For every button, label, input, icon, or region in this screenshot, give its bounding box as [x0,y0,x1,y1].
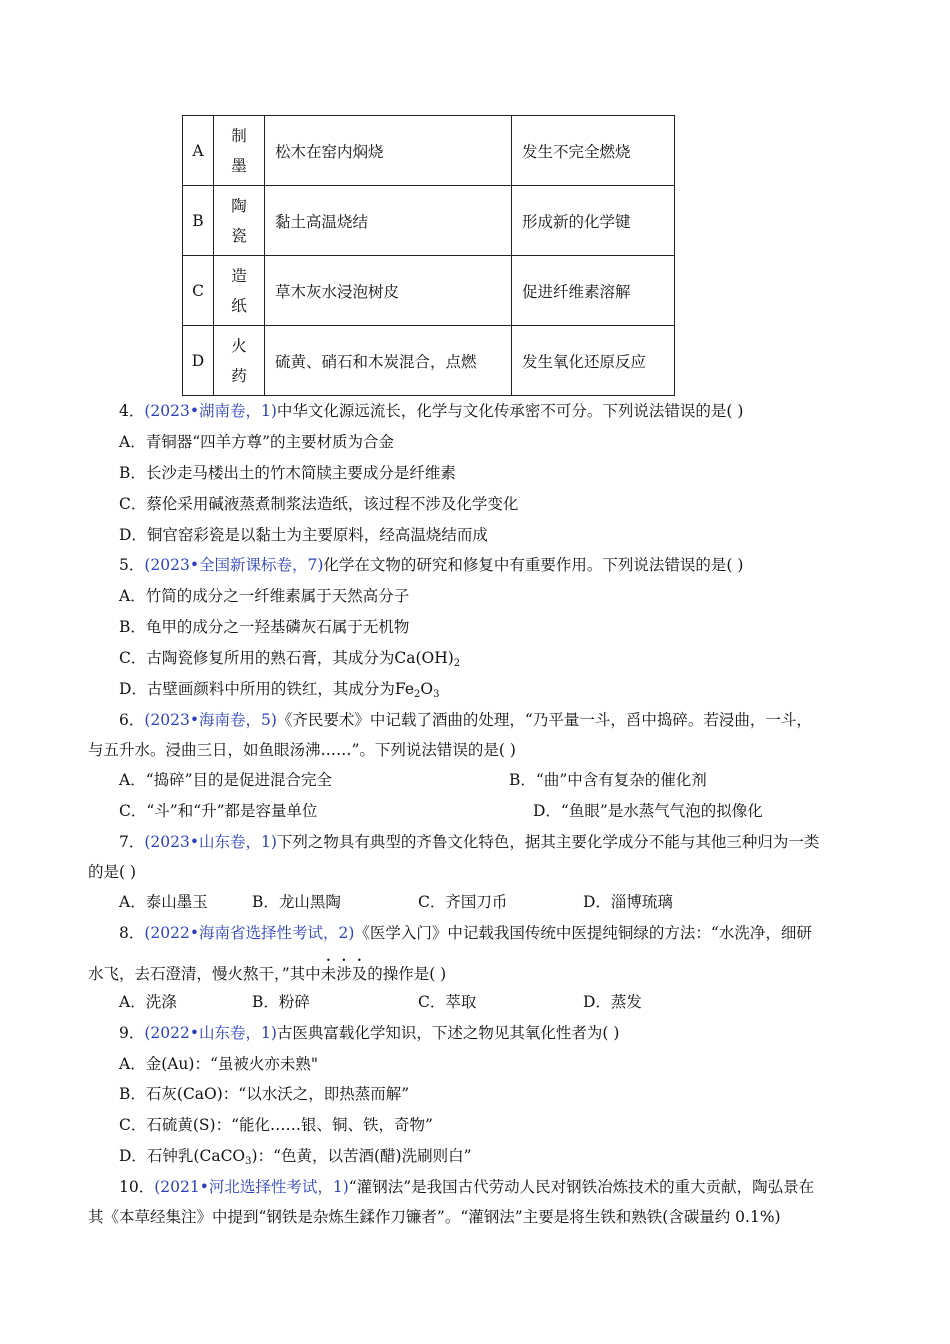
question-source: (2023•全国新课标卷，7) [144,556,324,574]
emphasis-text: 未涉及 [320,965,368,983]
table-cell-letter: A [183,116,214,186]
question-9-stem: 9．(2022•山东卷，1)古医典富载化学知识，下述之物见其氧化性者为( ) [119,1024,620,1042]
question-8-option-b: B．粉碎 [252,993,310,1011]
question-8-option-d: D．蒸发 [583,993,642,1011]
question-6-option-b: B．“曲”中含有复杂的催化剂 [509,771,707,789]
question-8-stem-cont: 水飞，去石澄清，慢火熬干，”其中未涉及的操作是( ) [88,965,447,983]
question-9-option-a: A．金(Au)：“虽被火亦未熟" [119,1055,319,1073]
table-cell-letter: D [183,326,214,396]
question-9-option-c: C．石硫黄(S)：“能化……银、铜、铁，奇物” [119,1116,433,1134]
question-4-stem: 4．(2023•湖南卷，1)中华文化源远流长，化学与文化传承密不可分。下列说法错误的是( ) [119,402,744,420]
table-cell-craft: 制墨 [214,116,265,186]
table-cell-result: 促进纤维素溶解 [512,256,675,326]
question-4-option-c: C．蔡伦采用碱液蒸煮制浆法造纸，该过程不涉及化学变化 [119,495,519,513]
table-cell-result: 形成新的化学键 [512,186,675,256]
question-10-stem-cont: 其《本草经集注》中提到“钢铁是杂炼生鍒作刀镰者”。“灌钢法”主要是将生铁和熟铁(含碳量约 0.1%) [88,1208,781,1226]
table-cell-process: 松木在窑内焖烧 [265,116,512,186]
question-5-option-b: B．龟甲的成分之一羟基磷灰石属于无机物 [119,618,410,636]
table-cell-result: 发生不完全燃烧 [512,116,675,186]
question-6-option-a: A．“捣碎”目的是促进混合完全 [119,771,333,789]
question-source: (2022•山东卷，1) [144,1024,277,1042]
table-cell-process: 硫黄、硝石和木炭混合，点燃 [265,326,512,396]
table-cell-craft: 造纸 [214,256,265,326]
question-7-option-b: B．龙山黑陶 [252,893,341,911]
table-row [183,186,675,256]
question-7-option-d: D．淄博琉璃 [583,893,673,911]
question-5-option-a: A．竹简的成分之一纤维素属于天然高分子 [119,587,410,605]
question-5-stem: 5．(2023•全国新课标卷，7)化学在文物的研究和修复中有重要作用。下列说法错误的是( ) [119,556,744,574]
table-row [183,326,675,396]
question-7-option-a: A．泰山墨玉 [119,893,208,911]
question-8-option-c: C．萃取 [418,993,477,1011]
question-4-option-d: D．铜官窑彩瓷是以黏土为主要原料，经高温烧结而成 [119,526,488,544]
question-6-stem-cont: 与五升水。浸曲三日，如鱼眼汤沸……”。下列说法错误的是( ) [88,741,516,759]
question-7-stem: 7．(2023•山东卷，1)下列之物具有典型的齐鲁文化特色，据其主要化学成分不能与其他三种归为一类 [119,833,820,851]
table-cell-craft: 火药 [214,326,265,396]
table-row [183,256,675,326]
table-cell-result: 发生氧化还原反应 [512,326,675,396]
question-source: (2023•湖南卷，1) [144,402,277,420]
question-4-option-a: A．青铜器“四羊方尊”的主要材质为合金 [119,433,395,451]
question-9-option-b: B．石灰(CaO)：“以水沃之，即热蒸而解” [119,1085,410,1103]
question-6-option-d: D．“鱼眼”是水蒸气气泡的拟像化 [533,802,763,820]
question-source: (2021•河北选择性考试，1) [154,1178,349,1196]
craft-table [182,115,675,396]
table-cell-letter: B [183,186,214,256]
question-5-option-d: D．古壁画颜料中所用的铁红，其成分为$Fe_2O_3$ [119,680,440,700]
question-8-option-a: A．洗涤 [119,993,177,1011]
question-9-option-d: D．石钟乳(CaCO$_3$)：“色黄，以苦酒(醋)洗刷则白” [119,1147,472,1167]
question-7-stem-cont: 的是( ) [88,863,137,881]
question-6-stem: 6．(2023•海南卷，5)《齐民要术》中记载了酒曲的处理，“乃平量一斗，舀中捣碎。若浸曲，一斗， [119,711,812,729]
question-source: (2022•海南省选择性考试，2) [144,924,355,942]
question-source: (2023•海南卷，5) [144,711,277,729]
question-4-option-b: B．长沙走马楼出土的竹木简牍主要成分是纤维素 [119,464,456,482]
table-cell-process: 黏土高温烧结 [265,186,512,256]
question-source: (2023•山东卷，1) [144,833,277,851]
question-6-option-c: C．“斗”和“升”都是容量单位 [119,802,318,820]
question-10-stem: 10．(2021•河北选择性考试，1)“灌钢法”是我国古代劳动人民对钢铁冶炼技术的重大贡献，陶弘景在 [119,1178,815,1196]
question-8-stem: 8．(2022•海南省选择性考试，2)《医学入门》中记载我国传统中医提纯铜绿的方法：“水洗净，细研 [119,924,812,942]
question-5-option-c: C．古陶瓷修复所用的熟石膏，其成分为$Ca(OH)_2$ [119,649,461,669]
table-cell-letter: C [183,256,214,326]
table-cell-process: 草木灰水浸泡树皮 [265,256,512,326]
table-row [183,116,675,186]
table-cell-craft: 陶瓷 [214,186,265,256]
question-7-option-c: C．齐国刀币 [418,893,508,911]
